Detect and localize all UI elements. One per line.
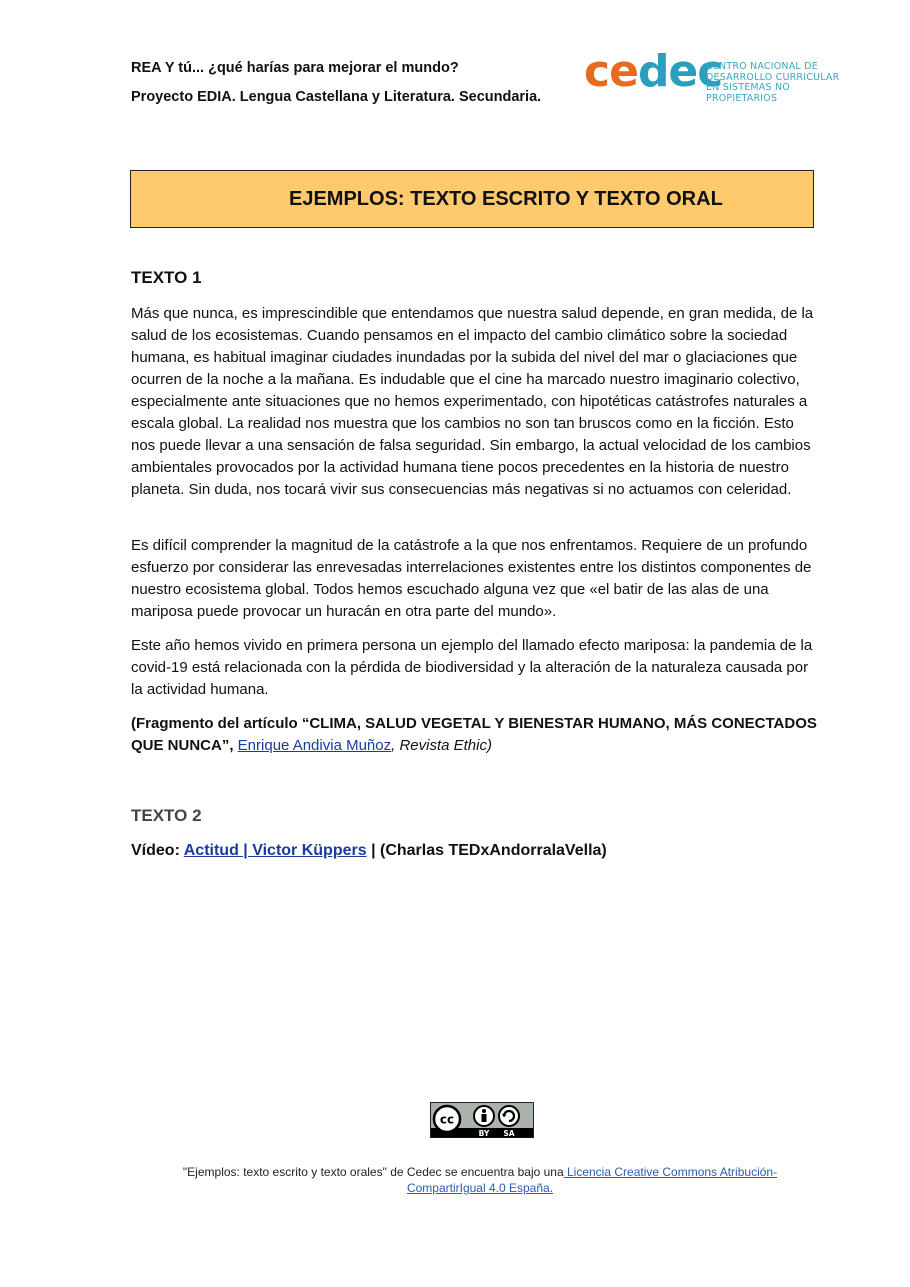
cedec-logo-word: cedec: [584, 46, 723, 97]
author-link[interactable]: Enrique Andivia Muñoz: [237, 737, 392, 754]
cedec-logo-subtitle: CENTRO NACIONAL DE DESARROLLO CURRICULAR EN SISTEMAS NO PROPIETARIOS: [706, 61, 840, 104]
paragraph-3: Este año hemos vivido en primera persona un ejemplo del llamado efecto mariposa: la pandemia de la covid-19 está relacionada con la pérdida de biodiversidad y la alteración de la naturaleza causada por la actividad humana.: [131, 637, 813, 698]
paragraph-2: Es difícil comprender la magnitud de la catástrofe a la que nos enfrentamos. Requiere de un profundo esfuerzo por considerar las enrevesadas interrelaciones existentes entre los distintos componentes de nuestro ecosistema global. Todos hemos escuchado alguna vez que «el batir de las alas de una mariposa puede provocar un huracán en otra parte del mundo».: [131, 537, 812, 620]
cedec-logo: [584, 46, 854, 104]
by-label: BY: [478, 1129, 490, 1138]
video-link[interactable]: Actitud | Victor Küppers: [183, 842, 367, 859]
header-project-subtitle: Proyecto EDIA. Lengua Castellana y Literatura. Secundaria.: [131, 89, 542, 105]
license-footer: "Ejemplos: texto escrito y texto orales" de Cedec se encuentra bajo una Licencia Creative Commons Atribución-CompartirIgual 4.0 España.: [182, 1165, 778, 1195]
magazine-name: Revista Ethic: [399, 737, 487, 754]
banner-title: EJEMPLOS: TEXTO ESCRITO Y TEXTO ORAL: [289, 188, 723, 210]
paragraph-1: Más que nunca, es imprescindible que entendamos que nuestra salud depende, en gran medida, de la salud de los ecosistemas. Cuando pensamos en el impacto del cambio climático sobre la sociedad humana, es habitual imaginar ciudades inundadas por la subida del nivel del mar o glaciaciones que ocurren de la noche a la mañana. Es indudable que el cine ha marcado nuestro imaginario colectivo, especialmente ante situaciones que no hemos experimentado, con hipotéticas catástrofes naturales a escala global. La realidad nos muestra que los cambios no son tan bruscos como en la ficción. Esto nos puede llevar a una sensación de falsa seguridad. Sin embargo, la actual velocidad de los cambios ambientales provocados por la actividad humana tiene pocos precedentes en la historia de nuestro planeta. Sin duda, nos tocará vivir sus consecuencias más negativas si no actuamos con celeridad.: [131, 305, 814, 498]
section-title-texto-2: TEXTO 2: [131, 806, 202, 825]
cc-by-sa-badge-icon[interactable]: [430, 1102, 534, 1138]
cc-icon-text: cc: [439, 1112, 455, 1127]
title-banner: [130, 170, 814, 228]
section-title-texto-1: TEXTO 1: [131, 268, 202, 287]
header-project-title: REA Y tú... ¿qué harías para mejorar el mundo?: [131, 60, 459, 76]
sa-label: SA: [503, 1129, 515, 1138]
article-source: (Fragmento del artículo “CLIMA, SALUD VEGETAL Y BIENESTAR HUMANO, MÁS CONECTADOS QUE NUNCA”, Enrique Andivia Muñoz, Revista Ethic): [131, 715, 817, 754]
license-link[interactable]: Licencia Creative Commons Atribución-CompartirIgual 4.0 España.: [406, 1165, 778, 1195]
video-reference: Vídeo: Actitud | Victor Küppers | (Charlas TEDxAndorralaVella): [131, 842, 607, 859]
